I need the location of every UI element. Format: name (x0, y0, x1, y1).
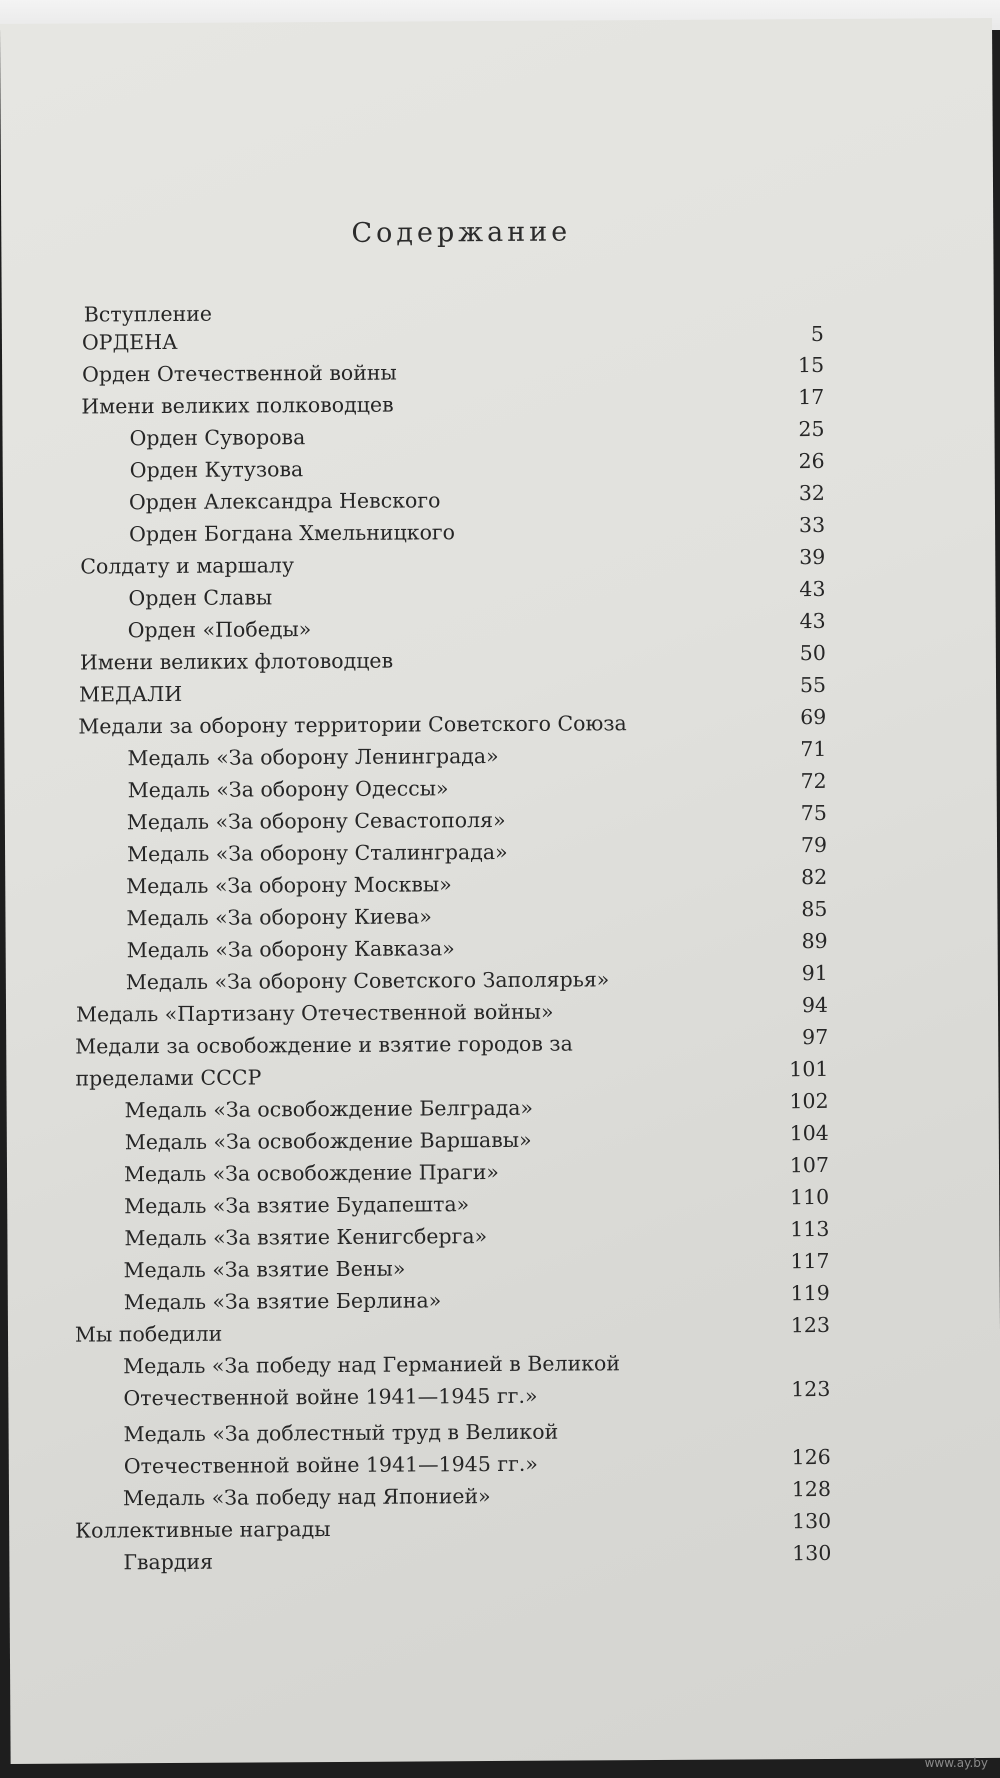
toc-entry-label: Отечественной войне 1941—1945 гг.» (123, 1383, 538, 1411)
toc-entry-label: Медаль «За оборону Киева» (126, 904, 432, 931)
toc-entry-label: Имени великих полководцев (81, 392, 394, 419)
toc-entry-label: Медаль «За победу над Германией в Великой (123, 1351, 621, 1379)
toc-entry-label: Орден Суворова (129, 425, 306, 451)
table-of-contents (0, 18, 1000, 1778)
toc-entry-label: Медаль «За оборону Севастополя» (126, 807, 506, 835)
toc-entry-label: Орден «Победы» (127, 617, 312, 643)
toc-entry-page: 91 (801, 960, 828, 986)
page-title: Содержание (351, 216, 572, 249)
book-page (0, 18, 1000, 1764)
toc-entry-label: Имени великих флотоводцев (79, 648, 394, 675)
toc-entry-label: Гвардия (123, 1549, 214, 1575)
toc-entry-page: 72 (800, 768, 827, 794)
toc-entry-label: Медаль «За оборону Ленинграда» (127, 743, 499, 771)
toc-entry-label: Солдату и маршалу (80, 553, 295, 579)
toc-entry-label: Медаль «За победу над Японией» (122, 1484, 491, 1511)
toc-entry-page: 5 (810, 321, 824, 347)
watermark: www.ay.by (924, 1756, 988, 1770)
toc-entry-label: МЕДАЛИ (79, 681, 183, 707)
toc-entry-label: Орден Кутузова (129, 457, 304, 483)
toc-entry-label: Медаль «За освобождение Праги» (123, 1159, 499, 1187)
toc-entry-page: 17 (798, 384, 825, 410)
toc-entry-page: 25 (798, 416, 825, 442)
toc-entry-label: Коллективные награды (75, 1517, 331, 1543)
toc-entry-page: 104 (789, 1120, 829, 1146)
toc-entry-label: Медали за освобождение и взятие городов за (75, 1031, 573, 1059)
toc-entry-label: Отечественной войне 1941—1945 гг.» (123, 1451, 538, 1479)
toc-entry-page: 107 (789, 1152, 830, 1178)
toc-entry-label: Мы победили (74, 1321, 223, 1347)
toc-entry-page: 123 (790, 1312, 831, 1338)
toc-entry-page: 39 (799, 544, 826, 570)
toc-entry-label: Орден Славы (128, 585, 273, 611)
toc-entry-label: Медаль «За взятие Берлина» (123, 1288, 442, 1315)
toc-entry-page: 15 (797, 352, 825, 378)
toc-entry-label: Орден Александра Невского (128, 488, 441, 515)
toc-entry-page: 43 (799, 576, 826, 602)
toc-entry-page: 26 (798, 448, 825, 474)
toc-entry-label: Медаль «За оборону Одессы» (127, 776, 449, 803)
toc-entry-page: 43 (799, 608, 826, 634)
toc-entry-page: 82 (801, 864, 828, 890)
toc-entry-page: 130 (791, 1508, 832, 1534)
toc-entry-label: Медаль «За взятие Кенигсберга» (124, 1224, 488, 1251)
toc-entry-label: ОРДЕНА (81, 329, 178, 355)
toc-entry-label: Медаль «За взятие Будапешта» (124, 1192, 470, 1219)
toc-entry-label: Вступление (83, 301, 213, 327)
toc-entry-page: 117 (790, 1248, 830, 1274)
toc-entry-label: Медали за оборону территории Советского Союза (78, 711, 627, 739)
toc-entry-label: Медаль «За освобождение Белграда» (124, 1095, 534, 1123)
toc-entry-page: 89 (801, 928, 828, 954)
toc-entry-page: 75 (800, 800, 827, 826)
toc-entry-page: 85 (801, 896, 828, 922)
toc-entry-page: 102 (789, 1088, 829, 1114)
toc-entry-page: 113 (790, 1216, 830, 1242)
toc-entry-page: 55 (799, 672, 827, 698)
toc-entry-page: 97 (802, 1024, 829, 1050)
toc-entry-label: Медаль «За оборону Сталинграда» (127, 839, 508, 867)
toc-entry-page: 50 (799, 640, 826, 666)
toc-entry-page: 101 (789, 1056, 829, 1082)
toc-entry-page: 119 (790, 1280, 830, 1306)
toc-entry-label: пределами СССР (75, 1065, 262, 1091)
toc-entry-label: Медаль «За взятие Вены» (123, 1256, 406, 1283)
toc-entry-page: 32 (798, 480, 825, 506)
toc-entry-page: 123 (791, 1376, 831, 1402)
toc-entry-label: Медаль «Партизану Отечественной войны» (75, 999, 554, 1027)
toc-entry-label: Медаль «За оборону Москвы» (126, 872, 452, 899)
toc-entry-label: Орден Отечественной войны (82, 360, 397, 387)
toc-entry-page: 130 (792, 1540, 832, 1566)
toc-entry-page: 33 (798, 512, 826, 538)
toc-entry-page: 126 (791, 1444, 831, 1470)
toc-entry-label: Медаль «За доблестный труд в Великой (123, 1419, 559, 1447)
toc-entry-label: Медаль «За оборону Кавказа» (126, 936, 455, 963)
toc-entry-page: 79 (800, 832, 828, 858)
toc-entry-page: 110 (789, 1184, 830, 1210)
toc-entry-label: Орден Богдана Хмельницкого (129, 520, 456, 547)
toc-entry-label: Медаль «За освобождение Варшавы» (124, 1127, 532, 1155)
toc-entry-page: 94 (801, 992, 829, 1018)
toc-entry-label: Медаль «За оборону Советского Заполярья» (125, 967, 610, 995)
toc-entry-page: 69 (800, 704, 827, 730)
toc-entry-page: 128 (791, 1476, 832, 1502)
toc-entry-page: 71 (800, 736, 827, 762)
